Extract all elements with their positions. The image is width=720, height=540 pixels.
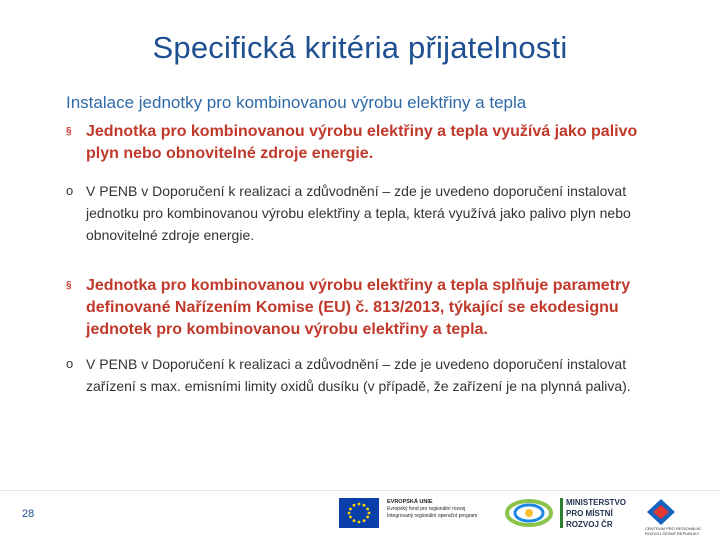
footer-divider — [0, 490, 720, 491]
bullet-text: Jednotka pro kombinovanou výrobu elektřiny a tepla splňuje parametry definované Nařízením Komise (EU) č. 813/2013, týkající se ekodesignu jednotek pro kombinovanou výrobu elektřiny a tepla. — [86, 277, 631, 338]
bullet-level1 — [66, 275, 666, 341]
crr-logo-icon — [645, 497, 677, 527]
bullet-text: Jednotka pro kombinovanou výrobu elektřiny a tepla využívá jako palivo plyn nebo obnovitelné zdroje energie. — [86, 123, 638, 162]
eu-stars-icon — [339, 498, 379, 528]
bullet-level2 — [66, 180, 666, 246]
bullet-marker: o — [66, 183, 74, 198]
eu-logo-text — [387, 499, 497, 520]
page-number: 28 — [22, 508, 35, 520]
bullet-level1 — [66, 121, 666, 165]
bullet-text: V PENB v Doporučení k realizaci a zdůvodnění – zde je uvedeno doporučení instalovat zařízení s max. emisními limity oxidů dusíku (v případě, že zařízení je na plynná paliva). — [86, 356, 631, 394]
slide-title: Specifická kritéria přijatelnosti — [152, 30, 568, 65]
ministry-line: PRO MÍSTNÍ — [566, 509, 613, 518]
bullet-text: V PENB v Doporučení k realizaci a zdůvodnění – zde je uvedeno doporučení instalovat jednotku pro kombinovanou výrobu elektřiny a tepla, která využívá jako palivo plyn nebo obnovitelné zdroje energie. — [86, 183, 631, 243]
slide-subtitle: Instalace jednotky pro kombinovanou výrobu elektřiny a tepla — [66, 93, 527, 112]
eu-flag-logo — [339, 498, 379, 528]
bullet-marker: § — [66, 280, 72, 291]
ministry-line: ROZVOJ ČR — [566, 520, 613, 529]
eu-logo-line: Evropský fond pro regionální rozvoj — [387, 506, 466, 512]
eu-logo-line: Integrovaný regionální operační program — [387, 513, 478, 519]
crr-logo-text: CENTRUM PRO REGIONÁLNÍ ROZVOJ ČESKÉ REPUBLIKY — [645, 526, 701, 536]
iop-swirl-logo — [503, 497, 555, 529]
ministry-line: MINISTERSTVO — [566, 498, 627, 507]
eu-logo-line: EVROPSKÁ UNIE — [387, 499, 433, 505]
bullet-marker: § — [66, 126, 72, 137]
ministry-logo-bar — [560, 498, 563, 528]
bullet-marker: o — [66, 356, 74, 371]
ministry-logo — [566, 497, 626, 530]
bullet-level2 — [66, 353, 666, 397]
